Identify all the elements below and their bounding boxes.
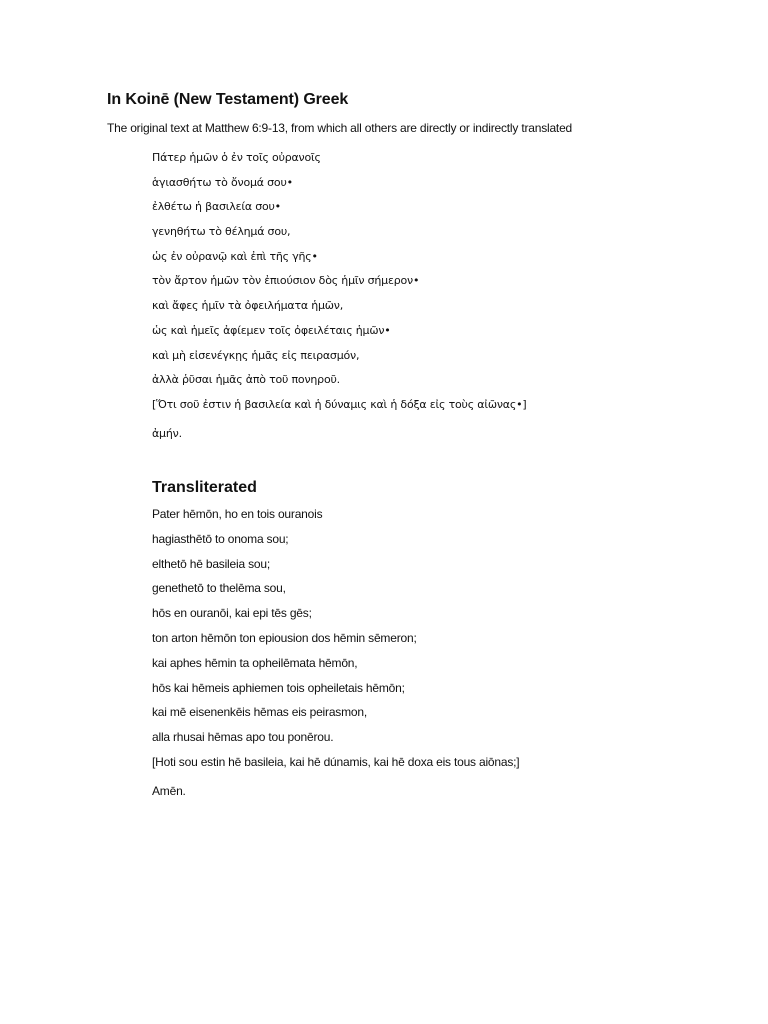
transliterated-line: alla rhusai hēmas apo tou ponērou. <box>152 730 334 745</box>
greek-line: ἐλθέτω ἡ βασιλεία σου• <box>152 200 281 214</box>
greek-line: ὡς καὶ ἡμεῖς ἀφίεμεν τοῖς ὀφειλέταις ἡμῶν• <box>152 323 391 337</box>
intro-paragraph: The original text at Matthew 6:9-13, from which all others are directly or indirectly translated <box>107 121 573 135</box>
transliterated-heading: Transliterated <box>152 479 257 496</box>
transliterated-line: hōs en ouranōi, kai epi tēs gēs; <box>152 606 312 621</box>
greek-line: γενηθήτω τὸ θέλημά σου, <box>152 225 291 239</box>
transliterated-line: hōs kai hēmeis aphiemen tois opheiletais hēmōn; <box>152 680 405 695</box>
transliterated-line: genethetō to thelēma sou, <box>152 581 286 596</box>
transliterated-line: elthetō hē basileia sou; <box>152 556 270 571</box>
greek-line: καὶ ἄφες ἡμῖν τὰ ὀφειλήματα ἡμῶν, <box>152 299 344 313</box>
transliterated-prayer-text <box>152 506 519 808</box>
transliterated-line: Pater hēmōn, ho en tois ouranois <box>152 507 323 521</box>
transliterated-line: ton arton hēmōn ton epiousion dos hēmin sēmeron; <box>152 630 417 645</box>
transliterated-line: kai aphes hēmin ta opheilēmata hēmōn, <box>152 655 358 670</box>
greek-line: τὸν ἄρτον ἡμῶν τὸν ἐπιούσιον δὸς ἡμῖν σήμερον• <box>152 274 420 288</box>
greek-line-doxology: [Ὅτι σοῦ ἐστιν ἡ βασιλεία καὶ ἡ δύναμις καὶ ἡ δόξα εἰς τοὺς αἰῶνας•] <box>152 397 527 411</box>
greek-prayer-text <box>152 150 526 450</box>
greek-line: Πάτερ ἡμῶν ὁ ἐν τοῖς οὐρανοῖς <box>152 151 321 164</box>
greek-line: ὡς ἐν οὐρανῷ καὶ ἐπὶ τῆς γῆς• <box>152 249 318 263</box>
greek-line-amen: ἀμήν. <box>152 426 182 440</box>
greek-line: ἀλλὰ ῥῦσαι ἡμᾶς ἀπὸ τοῦ πονηροῦ. <box>152 373 340 387</box>
transliterated-line: kai mē eisenenkēis hēmas eis peirasmon, <box>152 705 367 720</box>
greek-line: ἁγιασθήτω τὸ ὄνομά σου• <box>152 175 293 189</box>
transliterated-line-doxology: [Hoti sou estin hē basileia, kai hē dúnamis, kai hē doxa eis tous aiōnas;] <box>152 754 520 769</box>
transliterated-line-amen: Amēn. <box>152 783 186 798</box>
transliterated-line: hagiasthētō to onoma sou; <box>152 531 289 546</box>
section-heading: In Koinē (New Testament) Greek <box>107 91 349 108</box>
greek-line: καὶ μὴ εἰσενέγκῃς ἡμᾶς εἰς πειρασμόν, <box>152 348 360 362</box>
